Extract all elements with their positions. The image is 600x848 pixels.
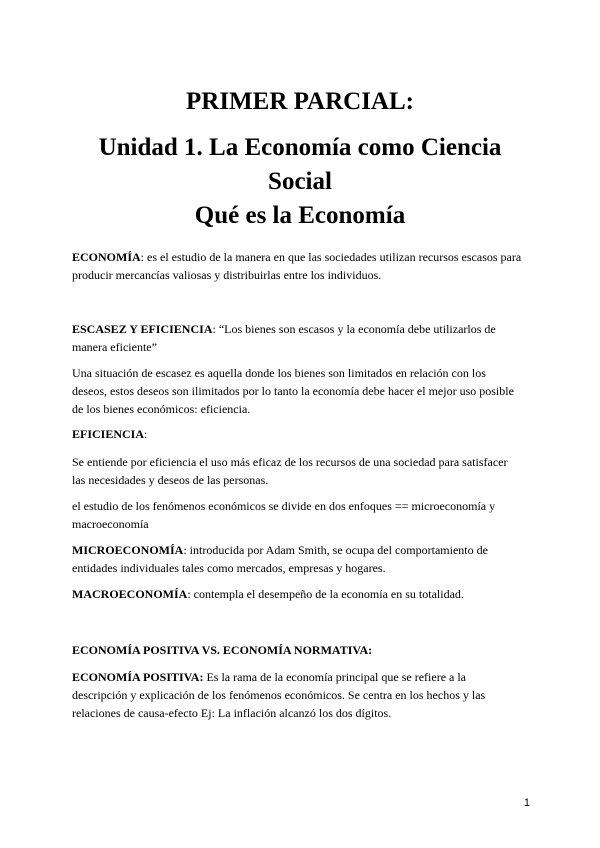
line: descripción y explicación de los fenómenos económicos. Se centra en los hechos y las bbox=[72, 688, 486, 702]
section-title: Qué es la Economía bbox=[194, 202, 406, 229]
line: producir mercancías valiosas y distribuirlas entre los individuos. bbox=[72, 268, 382, 282]
line: manera eficiente” bbox=[72, 340, 157, 354]
line bbox=[72, 541, 532, 559]
paragraph-situacion bbox=[72, 364, 532, 418]
line bbox=[72, 320, 532, 338]
line bbox=[72, 668, 532, 686]
line: el estudio de los fenómenos económicos se divide en dos enfoques == microeconomía y bbox=[72, 499, 496, 513]
text: : contempla el desempeño de la economía en su totalidad. bbox=[187, 587, 464, 601]
term-escasez: ESCASEZ Y EFICIENCIA bbox=[72, 322, 213, 336]
line: macroeconomía bbox=[72, 517, 149, 531]
text: : bbox=[144, 427, 148, 441]
term-economia: ECONOMÍA bbox=[72, 250, 141, 264]
paragraph-entiende bbox=[72, 453, 532, 489]
line: deseos, estos deseos son ilimitados por lo tanto la economía debe hacer el mejor uso posible bbox=[72, 384, 514, 398]
term-eficiencia: EFICIENCIA bbox=[72, 427, 145, 441]
line: Una situación de escasez es aquella donde los bienes son limitados en relación con los bbox=[72, 366, 486, 380]
heading-positiva-vs-normativa: ECONOMÍA POSITIVA VS. ECONOMÍA NORMATIVA: bbox=[72, 643, 373, 657]
line: las necesidades y deseos de las personas. bbox=[72, 473, 269, 487]
text: : “Los bienes son escasos y la economía debe utilizarlos de bbox=[212, 322, 496, 336]
paragraph-economia bbox=[72, 248, 532, 284]
line bbox=[72, 425, 532, 443]
page-number: 1 bbox=[523, 797, 530, 809]
text: : es el estudio de la manera en que las sociedades utilizan recursos escasos para bbox=[140, 250, 522, 264]
paragraph-macroeconomia bbox=[72, 585, 532, 603]
paragraph-economia-positiva bbox=[72, 668, 532, 722]
line: entidades individuales tales como mercados, empresas y hogares. bbox=[72, 561, 386, 575]
line: de los bienes económicos: eficiencia. bbox=[72, 402, 251, 416]
term-microeconomia: MICROECONOMÍA bbox=[72, 543, 184, 557]
term-economia-positiva: ECONOMÍA POSITIVA: bbox=[72, 670, 204, 684]
paragraph-escasez bbox=[72, 320, 532, 356]
line bbox=[72, 248, 532, 266]
paragraph-eficiencia bbox=[72, 425, 532, 443]
line: relaciones de causa-efecto Ej: La inflación alcanzó los dos dígitos. bbox=[72, 706, 392, 720]
unit-title-line-2: Social bbox=[268, 168, 332, 195]
term-macroeconomia: MACROECONOMÍA bbox=[72, 587, 188, 601]
paragraph-estudio bbox=[72, 497, 532, 533]
document-title: PRIMER PARCIAL: bbox=[186, 88, 414, 115]
unit-title-line-1: Unidad 1. La Economía como Ciencia bbox=[98, 134, 502, 161]
line bbox=[72, 585, 532, 603]
text: Es la rama de la economía principal que se refiere a la bbox=[203, 670, 467, 684]
text: : introducida por Adam Smith, se ocupa del comportamiento de bbox=[183, 543, 488, 557]
line: Se entiende por eficiencia el uso más eficaz de los recursos de una sociedad para satisfacer bbox=[72, 455, 508, 469]
paragraph-microeconomia bbox=[72, 541, 532, 577]
